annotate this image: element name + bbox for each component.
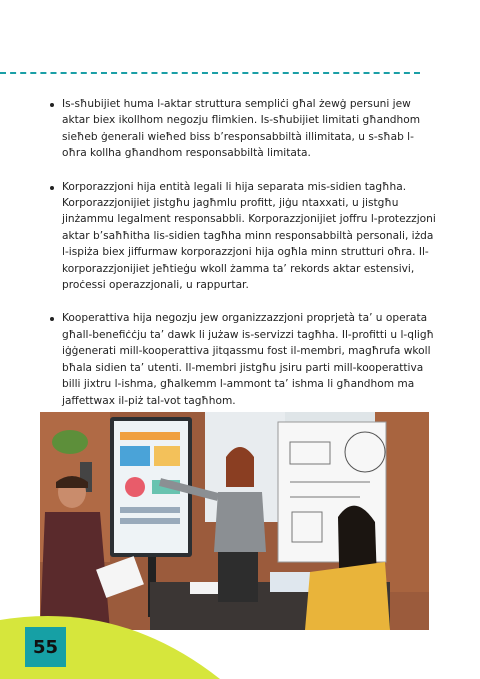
bullet-dot-icon [50, 317, 54, 321]
paragraph-text: Is-sħubijiet huma l-aktar struttura sempliċi għal żewġ persuni jew aktar biex ikollhom negozju flimkien. Is-sħubijiet limitati għandhom sieħeb ġenerali wieħed biss b’responsabbiltà illimitata, u s-sħab l-oħra kollha għandhom responsabbiltà limitata. [62, 98, 421, 160]
bullet-dot-icon [50, 186, 54, 190]
bullet-corporation [44, 179, 436, 294]
dashed-divider [0, 72, 420, 74]
bullet-cooperative [44, 310, 436, 408]
decorative-wave [0, 600, 480, 679]
office-meeting-photo [40, 412, 429, 630]
paragraph-text: Kooperattiva hija negozju jew organizzazzjoni proprjetà ta’ u operata għall-benefiċċju ta’ dawk li jużaw is-servizzi tagħha. Il-profitti u l-qligħ iġġenerati mill-kooperattiva jitqassmu fost il-membri, magħrufa wkoll bħala sidien ta’ utenti. Il-membri jistgħu jsiru parti mill-kooperattiva billi jixtru l-ishma, għalkemm l-ammont ta’ ishma li għandhom ma jaffettwax il-piż tal-vot tagħhom. [62, 312, 434, 407]
paragraph-text: Korporazzjoni hija entità legali li hija separata mis-sidien tagħha. Korporazzjonijiet jistgħu jagħmlu profitt, jiġu ntaxxati, u jistgħu jinżammu legalment responsabbli. Korporazzjonijiet joffru l-protezzjoni aktar b’saħħitha lis-sidien tagħha minn responsabbiltà personali, iżda l-ispiża biex jiffurmaw korporazzjoni hija ogħla minn strutturi oħra. Il-korporazzjonijiet jeħtieġu wkoll żamma ta’ rekords aktar estensivi, proċessi operazzjonali, u rappurtar. [62, 180, 436, 292]
page-number: 55 [25, 627, 66, 667]
bullet-partnerships [44, 96, 436, 162]
bullet-dot-icon [50, 103, 54, 107]
bullet-list [44, 96, 436, 426]
